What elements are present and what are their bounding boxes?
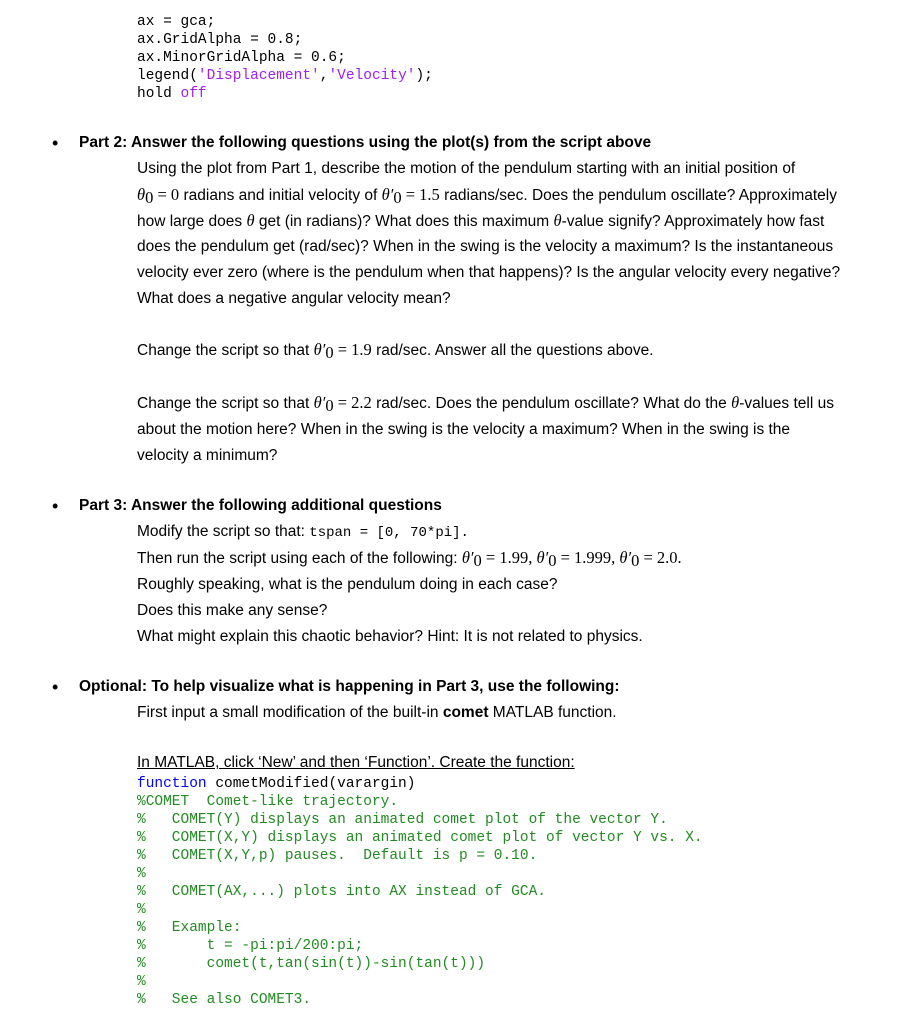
math-symbol: θ	[731, 393, 740, 412]
text-run: Then run the script using each of the following:	[137, 550, 462, 567]
math-symbol: θ	[246, 211, 255, 230]
math-symbol: θ′	[536, 548, 549, 567]
text-run: -values tell us	[739, 395, 834, 412]
paragraph-line: Does this make any sense?	[137, 602, 328, 619]
code-comment: % Example:	[137, 920, 242, 936]
math-symbol: θ′	[619, 548, 632, 567]
text-run: rad/sec. Answer all the questions above.	[371, 342, 654, 359]
code-comment: % comet(t,tan(sin(t))-sin(tan(t)))	[137, 956, 486, 972]
code-comment: %COMET Comet-like trajectory.	[137, 794, 399, 810]
code-line: ax.GridAlpha = 0.8;	[137, 32, 303, 48]
math-value: = 1.999,	[556, 548, 620, 567]
math-symbol: θ′	[381, 185, 394, 204]
math-subscript: 0	[325, 396, 334, 415]
code-comment: %	[137, 866, 146, 882]
math-symbol: θ	[137, 185, 146, 204]
bullet-icon: •	[52, 133, 59, 153]
text-run: radians/sec. Does the pendulum oscillate? Approximately	[439, 187, 837, 204]
code-string: off	[180, 86, 207, 102]
math-subscript: 0	[393, 188, 402, 207]
text-run: -value signify? Approximately how fast	[561, 213, 825, 230]
code-line: ax.MinorGridAlpha = 0.6;	[137, 50, 346, 66]
paragraph-line: Using the plot from Part 1, describe the motion of the pendulum starting with an initial position of	[137, 160, 796, 177]
text-run: how large does	[137, 213, 247, 230]
math-subscript: 0	[631, 551, 640, 570]
part2-heading: Part 2: Answer the following questions using the plot(s) from the script above	[79, 134, 652, 151]
bullet-icon: •	[52, 496, 59, 516]
code-comment: %	[137, 974, 146, 990]
code-token: cometModified(varargin)	[206, 776, 416, 792]
paragraph-line	[137, 207, 824, 235]
bold-term: comet	[442, 704, 489, 721]
code-line	[137, 67, 433, 85]
text-run: rad/sec. Does the pendulum oscillate? What do the	[371, 395, 732, 412]
code-comment: %	[137, 902, 146, 918]
code-line: ax = gca;	[137, 14, 216, 30]
paragraph-line	[137, 699, 617, 726]
paragraph-line: What does a negative angular velocity mean?	[137, 290, 451, 307]
code-comment: % COMET(AX,...) plots into AX instead of GCA.	[137, 884, 546, 900]
text-run: MATLAB function.	[488, 704, 617, 721]
math-value: = 2.0.	[639, 548, 682, 567]
optional-heading: Optional: To help visualize what is happening in Part 3, use the following:	[79, 678, 620, 695]
code-token: legend(	[137, 68, 198, 84]
code-comment: % See also COMET3.	[137, 992, 312, 1008]
instruction-line: In MATLAB, click ‘New’ and then ‘Function’. Create the function:	[137, 754, 575, 771]
code-token: ,	[319, 68, 329, 84]
code-string: 'Velocity'	[328, 68, 416, 84]
math-value: = 1.9	[333, 340, 372, 359]
paragraph-line: velocity ever zero (where is the pendulum when that happens)? Is the angular velocity every negative?	[137, 264, 841, 281]
code-comment: % COMET(X,Y) displays an animated comet plot of vector Y vs. X.	[137, 830, 703, 846]
math-value: = 1.99,	[481, 548, 537, 567]
math-value: = 1.5	[401, 185, 440, 204]
math-value: = 0	[153, 185, 180, 204]
math-symbol: θ′	[461, 548, 474, 567]
math-subscript: 0	[548, 551, 557, 570]
paragraph-line	[137, 544, 682, 574]
paragraph-line: does the pendulum get (rad/sec)? When in the swing is the velocity a maximum? Is the instantaneous	[137, 238, 834, 255]
paragraph-line	[137, 389, 834, 419]
part3-heading: Part 3: Answer the following additional questions	[79, 497, 442, 514]
math-symbol: θ	[553, 211, 562, 230]
paragraph-line: Roughly speaking, what is the pendulum doing in each case?	[137, 576, 558, 593]
code-line	[137, 85, 207, 103]
inline-code: tspan = [0, 70*pi].	[309, 525, 469, 541]
paragraph-line	[137, 336, 654, 366]
text-run: Modify the script so that:	[137, 523, 310, 540]
text-run: get (in radians)? What does this maximum	[254, 213, 554, 230]
code-comment: % t = -pi:pi/200:pi;	[137, 938, 364, 954]
paragraph-line	[137, 518, 469, 547]
bullet-icon: •	[52, 677, 59, 697]
math-symbol: θ′	[313, 340, 326, 359]
code-comment: % COMET(Y) displays an animated comet plot of the vector Y.	[137, 812, 668, 828]
paragraph-line: velocity a minimum?	[137, 447, 278, 464]
text-run: First input a small modification of the built-in	[137, 704, 443, 721]
code-line	[137, 775, 415, 793]
text-run: Change the script so that	[137, 395, 314, 412]
paragraph-line: What might explain this chaotic behavior? Hint: It is not related to physics.	[137, 628, 643, 645]
code-string: 'Displacement'	[197, 68, 320, 84]
math-subscript: 0	[145, 188, 154, 207]
code-keyword: function	[137, 776, 207, 792]
code-token: hold	[137, 86, 181, 102]
paragraph-line: about the motion here? When in the swing is the velocity a maximum? When in the swing is the	[137, 421, 791, 438]
math-subscript: 0	[325, 343, 334, 362]
text-run: Change the script so that	[137, 342, 314, 359]
text-run: radians and initial velocity of	[179, 187, 382, 204]
math-symbol: θ′	[313, 393, 326, 412]
math-value: = 2.2	[333, 393, 372, 412]
code-token: );	[415, 68, 433, 84]
code-comment: % COMET(X,Y,p) pauses. Default is p = 0.10.	[137, 848, 538, 864]
math-subscript: 0	[473, 551, 482, 570]
